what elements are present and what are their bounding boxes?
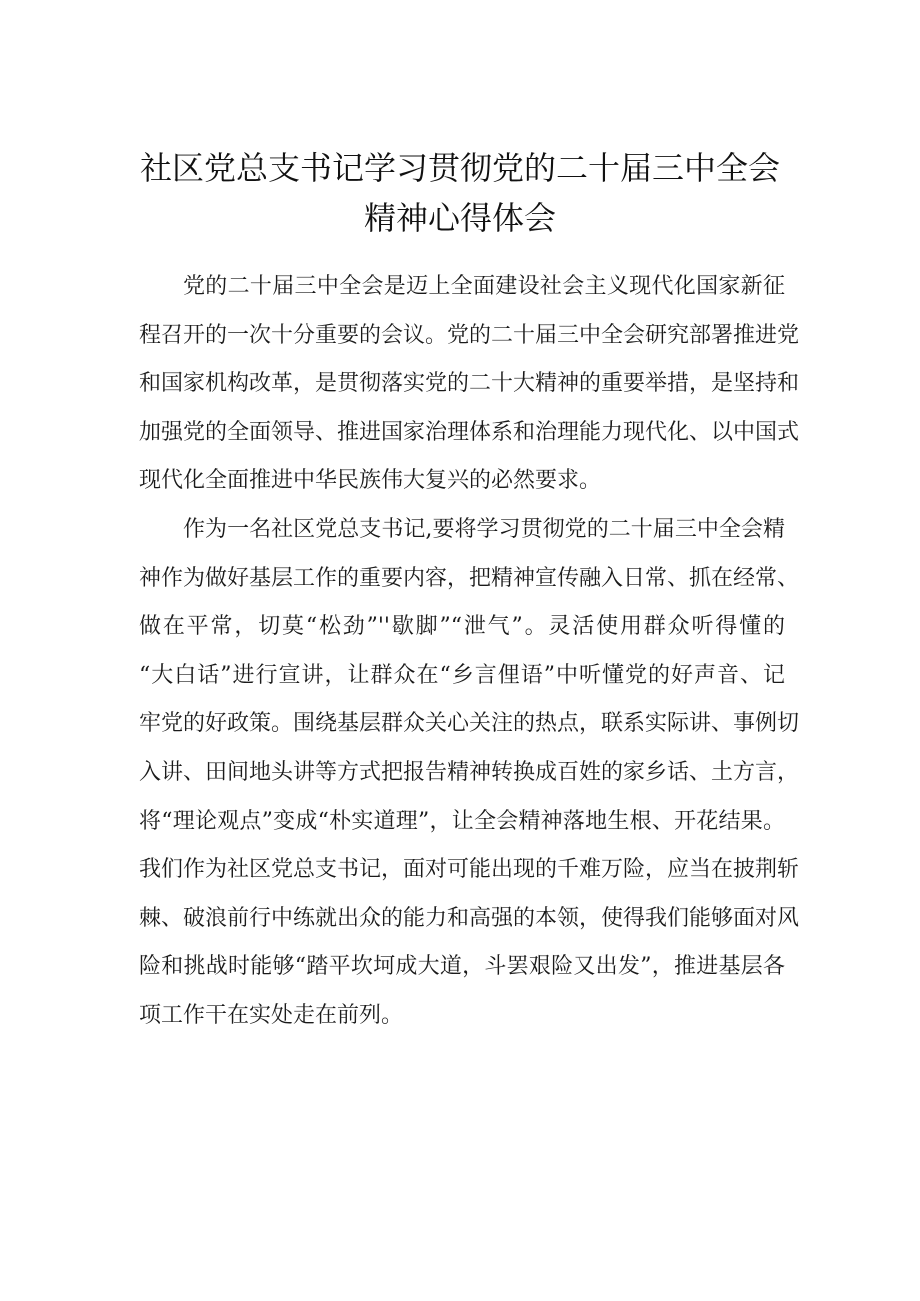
paragraph-line: “大白话”进行宣讲，让群众在“乡言俚语”中听懂党的好声音、记 [139, 662, 785, 688]
paragraph-1 [139, 263, 800, 506]
paragraph-line: 入讲、田间地头讲等方式把报告精神转换成百姓的家乡话、土方言， [139, 759, 800, 785]
paragraph-line: 和国家机构改革，是贯彻落实党的二十大精神的重要举措，是坚持和 [139, 371, 800, 397]
title-line-1: 社区党总支书记学习贯彻党的二十届三中全会 [139, 149, 780, 187]
paragraph-line: 现代化全面推进中华民族伟大复兴的必然要求。 [139, 468, 602, 494]
paragraph-line: 棘、破浪前行中练就出众的能力和高强的本领，使得我们能够面对风 [139, 905, 800, 931]
paragraph-line: 作为一名社区党总支书记,要将学习贯彻党的二十届三中全会精 [183, 516, 785, 542]
paragraph-line: 做在平常，切莫“松劲”''歇脚”“泄气”。灵活使用群众听得懂的 [139, 614, 785, 640]
document-title [100, 143, 820, 243]
paragraph-line: 牢党的好政策。围绕基层群众关心关注的热点，联系实际讲、事例切 [139, 711, 800, 737]
paragraph-2 [139, 506, 800, 1041]
paragraph-line: 险和挑战时能够“踏平坎坷成大道，斗罢艰险又出发”，推进基层各 [139, 954, 785, 980]
paragraph-line: 加强党的全面领导、推进国家治理体系和治理能力现代化、以中国式 [139, 419, 800, 445]
paragraph-line: 项工作干在实处走在前列。 [139, 1002, 404, 1028]
paragraph-line: 党的二十届三中全会是迈上全面建设社会主义现代化国家新征 [183, 274, 785, 299]
paragraph-line: 将“理论观点”变成“朴实道理”，让全会精神落地生根、开花结果。 [139, 808, 785, 834]
document-body [139, 263, 800, 1041]
title-line-2: 精神心得体会 [363, 199, 556, 237]
paragraph-line: 我们作为社区党总支书记，面对可能出现的千难万险，应当在披荆斩 [139, 857, 800, 883]
paragraph-line: 神作为做好基层工作的重要内容，把精神宣传融入日常、抓在经常、 [139, 565, 800, 591]
paragraph-line: 程召开的一次十分重要的会议。党的二十届三中全会研究部署推进党 [139, 322, 800, 348]
